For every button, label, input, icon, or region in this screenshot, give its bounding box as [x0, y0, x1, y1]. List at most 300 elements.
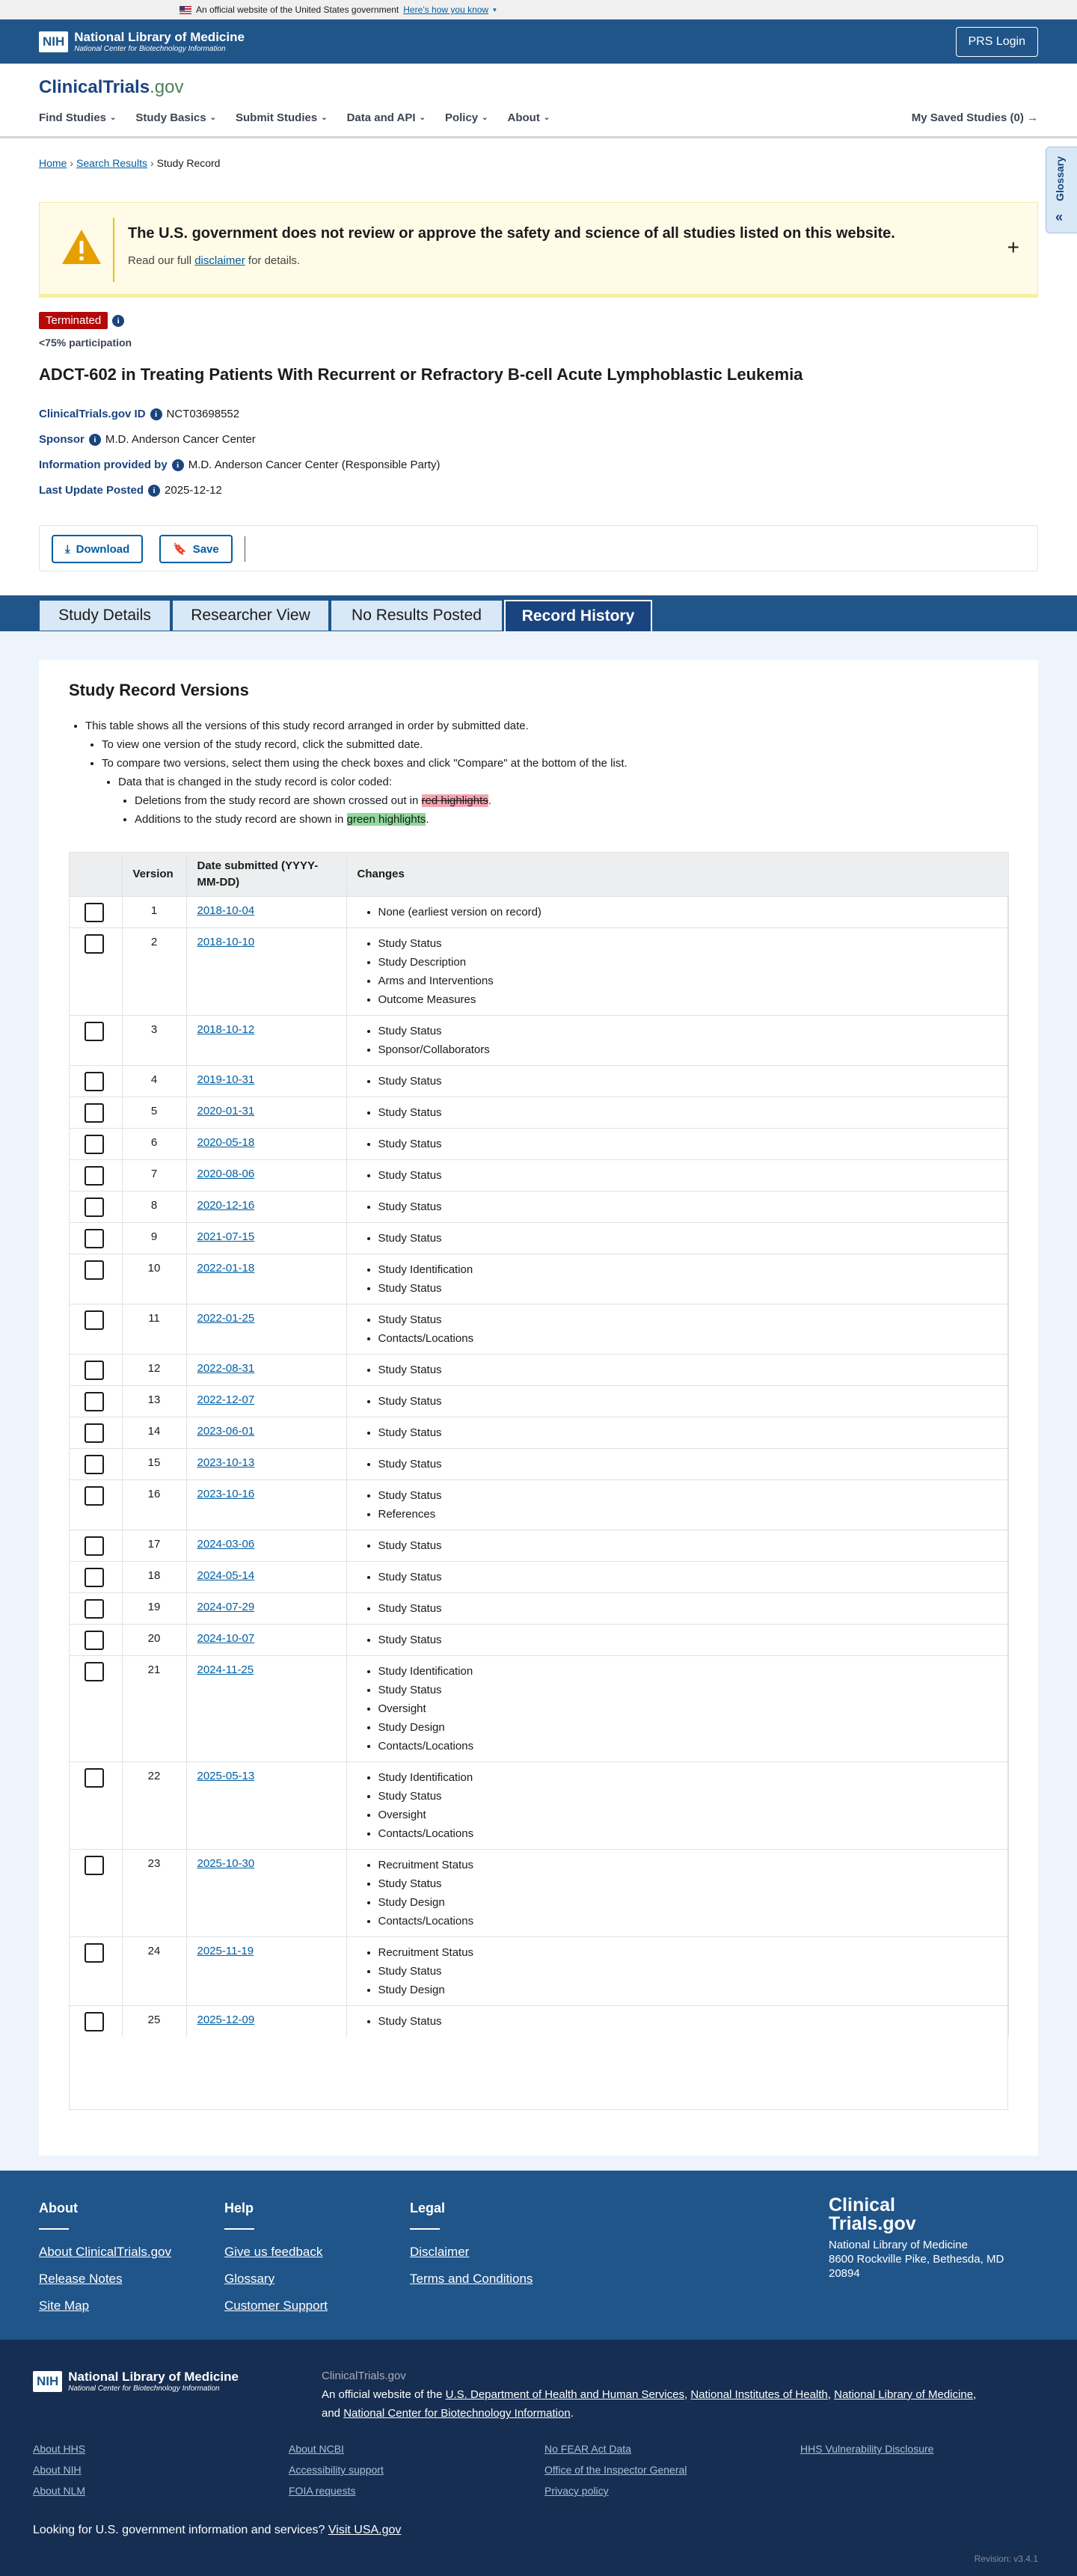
changes-cell: [346, 1015, 1009, 1065]
row-select-cell: [70, 1624, 122, 1655]
study-id: NCT03698552: [166, 408, 240, 420]
submitted-date-link[interactable]: 2020-05-18: [197, 1135, 255, 1149]
nav-policy[interactable]: [445, 111, 488, 124]
change-item: • Recruitment Status: [378, 1856, 998, 1874]
date-cell: [186, 1159, 346, 1191]
row-select-cell: [70, 1385, 122, 1417]
change-item: • Study Identification: [378, 1260, 998, 1279]
row-select-cell: [70, 1655, 122, 1761]
footer-link[interactable]: HHS Vulnerability Disclosure: [800, 2443, 934, 2455]
change-item: • Study Status: [378, 1022, 998, 1040]
change-item: • Study Status: [378, 1455, 998, 1473]
nav-study-basics[interactable]: [135, 111, 216, 124]
study-title: ADCT-602 in Treating Patients With Recurrent or Refractory B-cell Acute Lymphoblastic Leukemia: [39, 365, 803, 384]
alert-body-suffix: for details.: [245, 254, 301, 267]
change-item: • Study Status: [378, 1279, 998, 1298]
change-item: • Contacts/Locations: [378, 1912, 998, 1931]
row-select-cell: [70, 2005, 122, 2037]
change-item: • Study Status: [378, 1631, 998, 1649]
nih-logo-box: NIH: [33, 2371, 62, 2392]
changes-cell: [346, 1065, 1009, 1097]
breadcrumb-search-results[interactable]: Search Results: [76, 157, 147, 169]
chevron-right-icon: ›: [150, 157, 154, 169]
submitted-date-link[interactable]: 2023-10-13: [197, 1456, 255, 1469]
note-text: Additions to the study record are shown in: [135, 813, 347, 826]
chevron-down-icon: ⌄: [321, 114, 328, 122]
date-cell: [186, 1385, 346, 1417]
ncbi-link[interactable]: National Center for Biotechnology Information: [343, 2407, 571, 2420]
table-row: [70, 1479, 1009, 1530]
row-select-cell: [70, 1592, 122, 1624]
tab-bar: [0, 595, 1077, 631]
table-row: [70, 1417, 1009, 1448]
disclaimer-link[interactable]: disclaimer: [194, 254, 245, 267]
study-id-label: ClinicalTrials.gov ID: [39, 408, 146, 420]
submitted-date-link[interactable]: 2022-01-25: [197, 1311, 255, 1325]
change-item: • Study Status: [378, 1568, 998, 1586]
version-number: 17: [122, 1530, 186, 1561]
download-button[interactable]: [52, 535, 143, 563]
row-select-cell: [70, 1254, 122, 1304]
note-item: • To compare two versions, select them using the check boxes and click "Compare" at the bottom of the list.: [102, 754, 1004, 773]
row-select-cell: [70, 1354, 122, 1385]
table-row: [70, 1159, 1009, 1191]
table-row: [70, 2005, 1009, 2037]
col-changes: Changes: [346, 853, 1009, 896]
submitted-date-link[interactable]: 2024-05-14: [197, 1568, 255, 1582]
usa-gov-link[interactable]: Visit USA.gov: [328, 2524, 402, 2536]
versions-table: [70, 853, 1009, 2037]
submitted-date-link[interactable]: 2018-10-12: [197, 1022, 255, 1036]
version-number: 10: [122, 1254, 186, 1304]
submitted-date-link[interactable]: 2020-01-31: [197, 1104, 255, 1117]
disclaimer-alert: [39, 202, 1038, 298]
submitted-date-link[interactable]: 2022-01-18: [197, 1261, 255, 1275]
change-item: • Oversight: [378, 1806, 998, 1824]
date-cell: [186, 1222, 346, 1254]
glossary-tab[interactable]: [1046, 147, 1077, 233]
row-select-cell: [70, 1448, 122, 1479]
changes-cell: [346, 1385, 1009, 1417]
footer-link[interactable]: Accessibility support: [289, 2464, 384, 2476]
change-item: • None (earliest version on record): [378, 903, 998, 921]
row-checkbox[interactable]: [85, 903, 104, 922]
changes-cell: [346, 896, 1009, 927]
submitted-date-link[interactable]: 2024-07-29: [197, 1600, 255, 1613]
date-cell: [186, 1097, 346, 1128]
info-icon[interactable]: i: [112, 315, 124, 327]
note-item: • This table shows all the versions of this study record arranged in order by submitted date.: [85, 717, 1004, 735]
row-checkbox[interactable]: [85, 1943, 104, 1963]
submitted-date-link[interactable]: 2024-11-25: [197, 1663, 254, 1676]
nav-data-and-api[interactable]: [347, 111, 426, 124]
provided-by-label: Information provided by: [39, 459, 168, 471]
ncbi-name: National Center for Biotechnology Information: [68, 2385, 220, 2393]
submitted-date-link[interactable]: 2020-08-06: [197, 1167, 255, 1180]
changes-cell: [346, 1222, 1009, 1254]
change-item: • Study Status: [378, 1135, 998, 1153]
nlm-link[interactable]: National Library of Medicine: [834, 2388, 974, 2401]
chevron-right-icon: ›: [70, 157, 74, 169]
breadcrumb-home[interactable]: Home: [39, 157, 67, 169]
change-item: • Study Status: [378, 1486, 998, 1505]
version-number: 24: [122, 1936, 186, 2005]
change-item: • Contacts/Locations: [378, 1824, 998, 1843]
row-select-cell: [70, 1065, 122, 1097]
footer-link[interactable]: About NIH: [33, 2464, 82, 2476]
nav-submit-studies[interactable]: [236, 111, 328, 124]
info-icon[interactable]: i: [89, 434, 101, 446]
date-cell: [186, 1354, 346, 1385]
nih-link[interactable]: National Institutes of Health: [690, 2388, 828, 2401]
row-select-cell: [70, 1097, 122, 1128]
footer-legal-title: Legal: [410, 2201, 446, 2215]
submitted-date-link[interactable]: 2023-06-01: [197, 1424, 255, 1438]
change-item: • Study Status: [378, 1787, 998, 1806]
versions-table-body: [70, 896, 1009, 2037]
nav-about[interactable]: [508, 111, 550, 124]
sponsor-label: Sponsor: [39, 433, 85, 446]
footer-link[interactable]: Disclaimer: [410, 2245, 470, 2259]
version-number: 20: [122, 1624, 186, 1655]
changes-cell: [346, 1530, 1009, 1561]
chevron-down-icon: ⌄: [209, 114, 216, 122]
changes-cell: [346, 1354, 1009, 1385]
col-select: [70, 853, 122, 896]
date-cell: [186, 1849, 346, 1936]
changes-cell: [346, 1191, 1009, 1222]
submitted-date-link[interactable]: 2025-10-30: [197, 1856, 255, 1870]
date-cell: [186, 896, 346, 927]
version-number: 16: [122, 1479, 186, 1530]
glossary-label: Glossary: [1054, 156, 1066, 201]
us-flag-icon: [180, 6, 191, 14]
row-checkbox[interactable]: [85, 1072, 104, 1091]
logo-main: ClinicalTrials: [39, 77, 150, 97]
row-checkbox[interactable]: [85, 934, 104, 954]
table-row: [70, 896, 1009, 927]
table-row: [70, 1254, 1009, 1304]
change-item: • References: [378, 1505, 998, 1524]
version-number: 14: [122, 1417, 186, 1448]
chevron-down-icon: ⌄: [482, 114, 488, 122]
change-item: • Study Status: [378, 1166, 998, 1185]
ncbi-name: National Center for Biotechnology Information: [74, 45, 226, 53]
footer-links-col1: [33, 2443, 85, 2506]
prs-login-button[interactable]: PRS Login: [956, 27, 1039, 57]
table-row: [70, 1097, 1009, 1128]
sponsor-row: [39, 433, 256, 446]
change-item: • Study Identification: [378, 1768, 998, 1787]
submitted-date-link[interactable]: 2025-11-19: [197, 1944, 254, 1957]
brand-org: National Library of Medicine: [829, 2239, 968, 2251]
action-bar: [39, 525, 1038, 571]
submitted-date-link[interactable]: 2018-10-10: [197, 935, 255, 948]
change-item: • Arms and Interventions: [378, 972, 998, 990]
nih-logo[interactable]: [39, 30, 245, 53]
clinicaltrials-logo[interactable]: [39, 77, 183, 98]
footer-link[interactable]: Release Notes: [39, 2272, 123, 2286]
date-cell: [186, 1254, 346, 1304]
row-checkbox[interactable]: [85, 1392, 104, 1411]
footer-link[interactable]: Office of the Inspector General: [544, 2464, 687, 2476]
nav-find-studies[interactable]: [39, 111, 116, 124]
row-select-cell: [70, 1417, 122, 1448]
row-checkbox[interactable]: [85, 1166, 104, 1186]
change-item: • Study Status: [378, 2012, 998, 2031]
versions-table-wrapper: [69, 852, 1008, 2110]
date-cell: [186, 927, 346, 1015]
change-item: • Study Status: [378, 1229, 998, 1248]
row-checkbox[interactable]: [85, 1310, 104, 1330]
row-checkbox[interactable]: [85, 2012, 104, 2031]
changes-cell: [346, 1448, 1009, 1479]
submitted-date-link[interactable]: 2025-12-09: [197, 2013, 255, 2026]
changes-cell: [346, 1936, 1009, 2005]
nih-logo-box: NIH: [39, 31, 68, 52]
change-item: • Study Status: [378, 1536, 998, 1555]
row-select-cell: [70, 1015, 122, 1065]
change-item: • Study Status: [378, 1392, 998, 1411]
deletion-sample: red highlights: [421, 794, 488, 807]
footer-link[interactable]: About NCBI: [289, 2443, 344, 2455]
footer-link[interactable]: Glossary: [224, 2272, 275, 2286]
table-row: [70, 1065, 1009, 1097]
row-checkbox[interactable]: [85, 1229, 104, 1248]
info-icon[interactable]: i: [172, 459, 184, 471]
version-number: 19: [122, 1592, 186, 1624]
hhs-link[interactable]: U.S. Department of Health and Human Services: [445, 2388, 684, 2401]
date-cell: [186, 1015, 346, 1065]
chevron-down-icon: ⌄: [419, 114, 426, 122]
row-select-cell: [70, 1191, 122, 1222]
versions-notes: [69, 717, 1004, 829]
table-row: [70, 1761, 1009, 1849]
footer-nih-logo[interactable]: [33, 2370, 239, 2393]
row-select-cell: [70, 1849, 122, 1936]
footer-link[interactable]: Customer Support: [224, 2299, 328, 2313]
row-checkbox[interactable]: [85, 1197, 104, 1217]
footer-brand: [829, 2196, 1004, 2281]
version-number: 21: [122, 1655, 186, 1761]
footer-help-title: Help: [224, 2201, 254, 2215]
change-item: • Study Design: [378, 1718, 998, 1737]
submitted-date-link[interactable]: 2023-10-16: [197, 1487, 255, 1500]
chevron-down-icon: ⌄: [110, 114, 117, 122]
main-nav: [39, 111, 569, 124]
date-cell: [186, 1936, 346, 2005]
table-row: [70, 1015, 1009, 1065]
date-cell: [186, 1417, 346, 1448]
row-checkbox[interactable]: [85, 1103, 104, 1123]
row-checkbox[interactable]: [85, 1361, 104, 1380]
alert-body-prefix: Read our full: [128, 254, 195, 267]
sponsor-value: M.D. Anderson Cancer Center: [105, 433, 256, 446]
version-number: 22: [122, 1761, 186, 1849]
table-row: [70, 927, 1009, 1015]
gov-banner-text: An official website of the United States government: [196, 4, 399, 15]
revision-label: Revision: v3.4.1: [974, 2554, 1038, 2564]
record-history-content: [0, 631, 1077, 2171]
changes-cell: [346, 2005, 1009, 2037]
site-header: [0, 64, 1077, 138]
submitted-date-link[interactable]: 2022-08-31: [197, 1361, 255, 1375]
table-row: [70, 1304, 1009, 1354]
tab-record-history[interactable]: Record History: [504, 600, 652, 631]
nav-label: Policy: [444, 111, 479, 124]
submitted-date-link[interactable]: 2024-10-07: [197, 1631, 255, 1645]
change-item: • Study Status: [378, 1599, 998, 1618]
change-item: • Study Status: [378, 1681, 998, 1699]
date-cell: [186, 1065, 346, 1097]
change-item: • Study Status: [378, 1072, 998, 1091]
footer-link[interactable]: FOIA requests: [289, 2485, 356, 2497]
row-select-cell: [70, 1222, 122, 1254]
row-checkbox[interactable]: [85, 1568, 104, 1587]
expand-icon[interactable]: +: [1007, 236, 1019, 259]
change-item: • Study Status: [378, 1197, 998, 1216]
date-cell: [186, 1592, 346, 1624]
version-number: 15: [122, 1448, 186, 1479]
footer-about: [39, 2201, 171, 2325]
version-number: 5: [122, 1097, 186, 1128]
brand-address: 8600 Rockville Pike, Bethesda, MD: [829, 2253, 1004, 2266]
row-checkbox[interactable]: [85, 1022, 104, 1041]
heres-how-you-know-link[interactable]: Here’s how you know: [403, 4, 489, 15]
tab-no-results-posted[interactable]: No Results Posted: [331, 600, 503, 631]
versions-heading: Study Record Versions: [69, 681, 249, 699]
footer-official-text: ClinicalTrials.gov An official website of the U.S. Department of Health and Human Services, National Institutes of Health, National Library of Medicine, and National Center for Biotechnology Information.: [322, 2367, 1017, 2423]
footer-link[interactable]: No FEAR Act Data: [544, 2443, 631, 2455]
row-checkbox[interactable]: [85, 1486, 104, 1506]
double-chevron-left-icon: «: [1055, 209, 1064, 224]
submitted-date-link[interactable]: 2018-10-04: [197, 904, 255, 917]
version-number: 4: [122, 1065, 186, 1097]
chevron-down-icon: ▾: [493, 5, 497, 13]
footer-link[interactable]: About HHS: [33, 2443, 86, 2455]
and-text: and: [322, 2407, 344, 2420]
version-number: 8: [122, 1191, 186, 1222]
submitted-date-link[interactable]: 2021-07-15: [197, 1230, 255, 1243]
gov-banner: [0, 0, 1077, 19]
tab-study-details[interactable]: Study Details: [39, 600, 171, 631]
alert-heading: The U.S. government does not review or approve the safety and science of all studies listed on this website.: [128, 225, 895, 242]
footer-link[interactable]: Site Map: [39, 2299, 90, 2313]
info-icon[interactable]: i: [148, 485, 160, 497]
row-checkbox[interactable]: [85, 1768, 104, 1788]
submitted-date-link[interactable]: 2022-12-07: [197, 1393, 255, 1406]
row-checkbox[interactable]: [85, 1423, 104, 1443]
row-checkbox[interactable]: [85, 1135, 104, 1154]
brand-line-1: Clinical: [829, 2195, 895, 2215]
changes-cell: [346, 1097, 1009, 1128]
changes-cell: [346, 1304, 1009, 1354]
changes-cell: [346, 927, 1009, 1015]
nih-header: [0, 19, 1077, 64]
last-update-row: [39, 484, 222, 497]
version-number: 2: [122, 927, 186, 1015]
date-cell: [186, 1128, 346, 1159]
info-icon[interactable]: i: [150, 408, 162, 420]
row-checkbox[interactable]: [85, 1599, 104, 1619]
change-item: • Recruitment Status: [378, 1943, 998, 1962]
date-cell: [186, 1655, 346, 1761]
version-number: 23: [122, 1849, 186, 1936]
nav-label: Data and API: [346, 111, 416, 124]
submitted-date-link[interactable]: 2020-12-16: [197, 1198, 255, 1212]
row-checkbox[interactable]: [85, 1260, 104, 1280]
footer-link[interactable]: About ClinicalTrials.gov: [39, 2245, 171, 2259]
col-version: Version: [122, 853, 186, 896]
footer-primary: [0, 2171, 1077, 2340]
footer-about-title: About: [39, 2201, 78, 2215]
date-cell: [186, 1448, 346, 1479]
version-number: 11: [122, 1304, 186, 1354]
row-checkbox[interactable]: [85, 1856, 104, 1875]
provided-by-row: [39, 459, 441, 471]
changes-cell: [346, 1561, 1009, 1592]
changes-cell: [346, 1128, 1009, 1159]
table-row: [70, 1561, 1009, 1592]
note-item: • Deletions from the study record are shown crossed out in red highlights.: [135, 791, 1004, 810]
row-checkbox[interactable]: [85, 1536, 104, 1556]
my-saved-studies-link[interactable]: My Saved Studies (0) →: [911, 111, 1038, 124]
footer-links-col2: [289, 2443, 384, 2506]
change-item: • Study Design: [378, 1981, 998, 1999]
participation-label: <75% participation: [39, 337, 132, 349]
save-label: Save: [192, 542, 219, 556]
row-checkbox[interactable]: [85, 1631, 104, 1650]
change-item: • Study Status: [378, 1103, 998, 1122]
change-item: • Study Description: [378, 953, 998, 972]
footer-link[interactable]: About NLM: [33, 2485, 86, 2497]
change-item: • Study Status: [378, 1874, 998, 1893]
table-row: [70, 1849, 1009, 1936]
footer-link[interactable]: Give us feedback: [224, 2245, 323, 2259]
changes-cell: [346, 1159, 1009, 1191]
official-prefix: An official website of the: [322, 2388, 446, 2401]
alert-body: [128, 254, 300, 267]
version-number: 1: [122, 896, 186, 927]
row-select-cell: [70, 1761, 122, 1849]
change-item: • Study Status: [378, 1361, 998, 1379]
usa-prefix: Looking for U.S. government information and services?: [33, 2524, 325, 2536]
submitted-date-link[interactable]: 2024-03-06: [197, 1537, 255, 1551]
save-button[interactable]: [159, 535, 233, 563]
version-number: 25: [122, 2005, 186, 2037]
row-checkbox[interactable]: [85, 1662, 104, 1681]
submitted-date-link[interactable]: 2019-10-31: [197, 1073, 255, 1086]
tab-researcher-view[interactable]: Researcher View: [172, 600, 329, 631]
nlm-name: National Library of Medicine: [68, 2370, 239, 2384]
date-cell: [186, 2005, 346, 2037]
footer-help: [224, 2201, 328, 2325]
table-row: [70, 1222, 1009, 1254]
footer-links-col4: [800, 2443, 933, 2464]
changes-cell: [346, 1761, 1009, 1849]
submitted-date-link[interactable]: 2025-05-13: [197, 1769, 255, 1782]
last-update-label: Last Update Posted: [39, 484, 144, 497]
changes-cell: [346, 1479, 1009, 1530]
version-number: 12: [122, 1354, 186, 1385]
footer-link[interactable]: Terms and Conditions: [410, 2272, 533, 2286]
change-item: • Sponsor/Collaborators: [378, 1040, 998, 1059]
version-number: 9: [122, 1222, 186, 1254]
study-id-row: [39, 408, 239, 420]
row-checkbox[interactable]: [85, 1455, 104, 1474]
footer-link[interactable]: Privacy policy: [544, 2485, 609, 2497]
footer-links-col3: [544, 2443, 687, 2506]
